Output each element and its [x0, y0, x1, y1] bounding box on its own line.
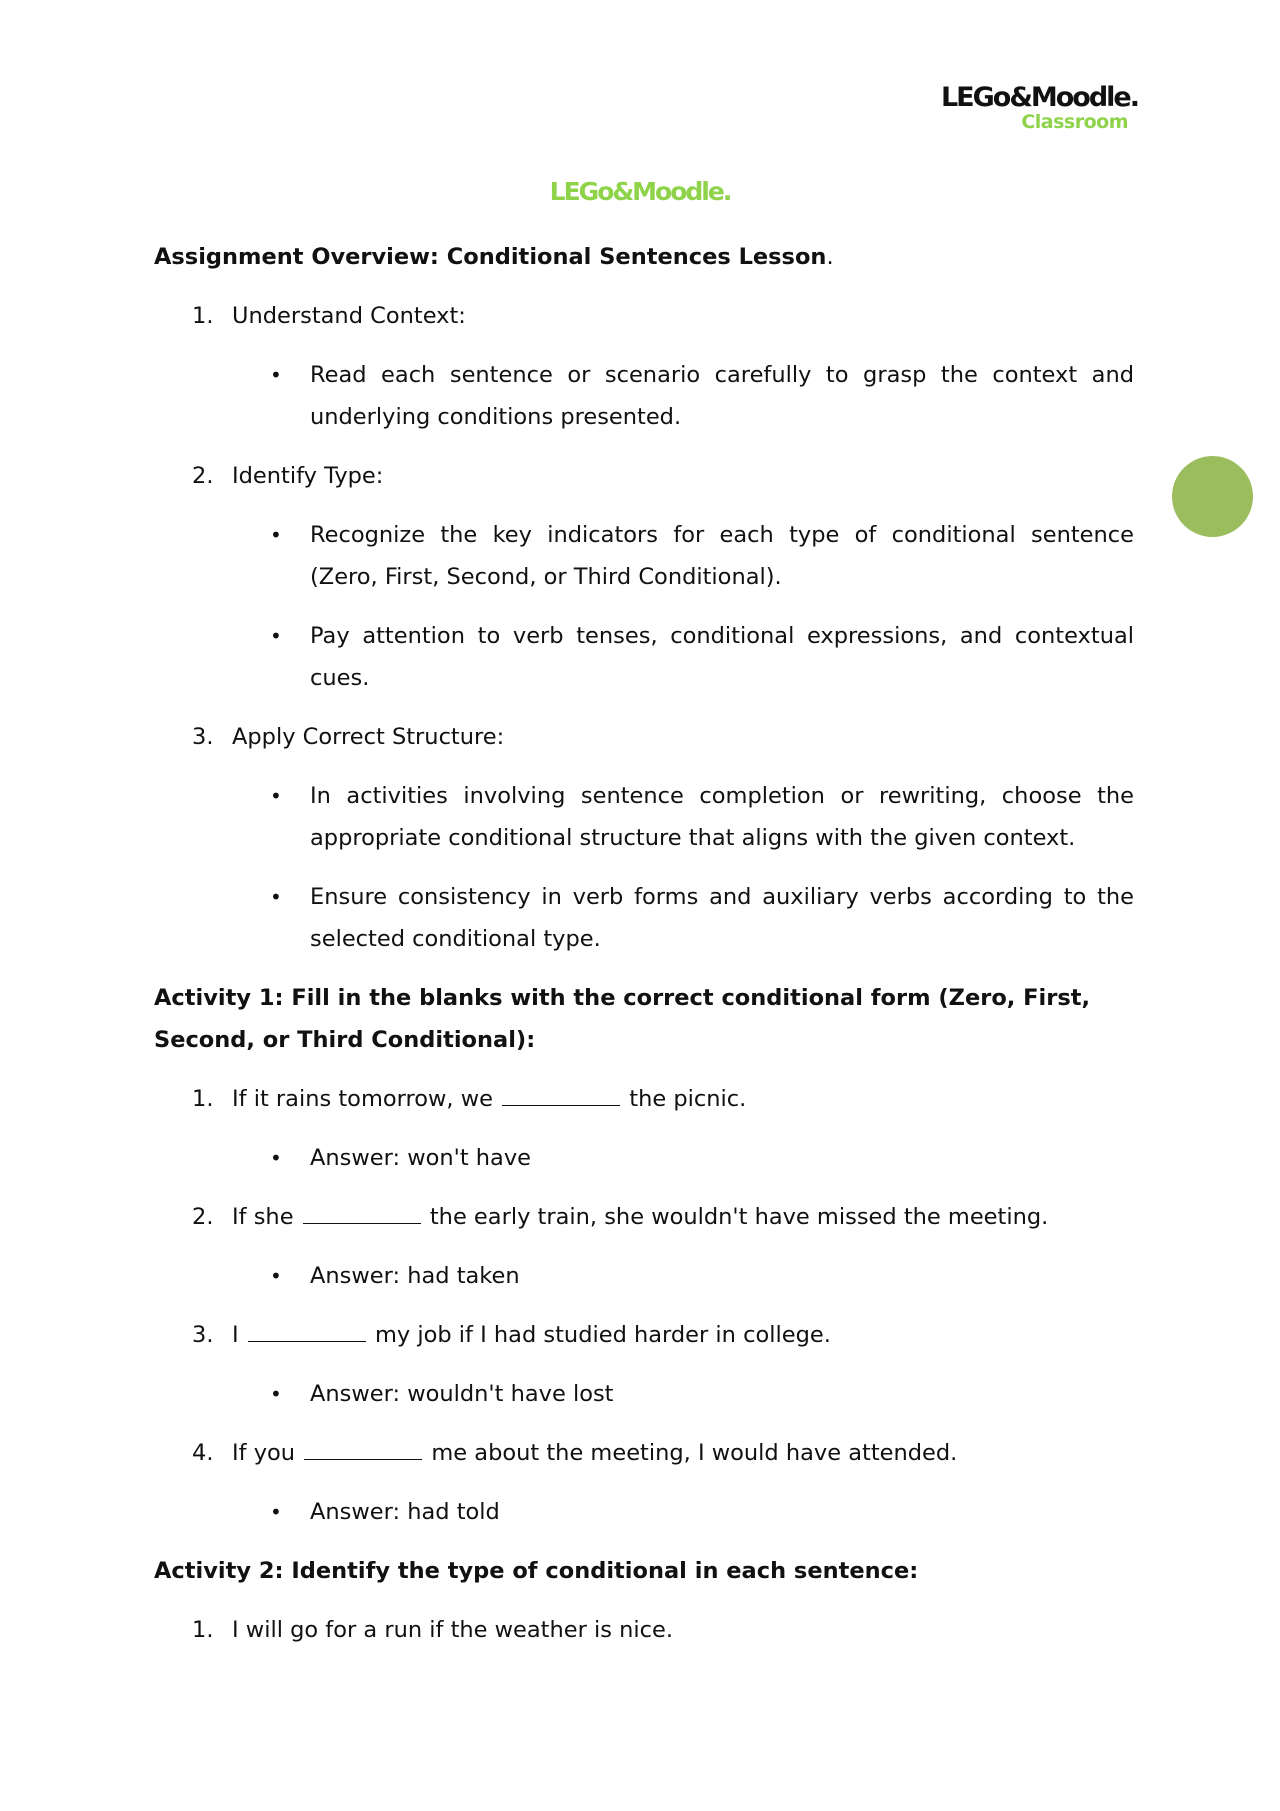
document-body	[154, 236, 1134, 1651]
center-logo-wordmark: LEGo&Moodle.	[549, 177, 731, 206]
answer-bullet: • Answer: wouldn't have lost	[154, 1373, 1134, 1415]
activity1-heading: Activity 1: Fill in the blanks with the correct conditional form (Zero, First, Second, or Third Conditional):	[154, 985, 1091, 1053]
answer-blank	[502, 1085, 620, 1106]
bullet-icon: •	[270, 363, 282, 387]
overview-step	[154, 455, 1134, 497]
center-logo	[0, 177, 1280, 206]
step-number: 3.	[192, 724, 214, 750]
fill-in-item: 2. If she the early train, she wouldn't have missed the meeting.	[154, 1196, 1134, 1238]
step-bullet: • In activities involving sentence completion or rewriting, choose the appropriate conditional structure that aligns with the given context.	[154, 775, 1134, 859]
fill-in-item: 1. If it rains tomorrow, we the picnic.	[154, 1078, 1134, 1120]
step-bullet: • Read each sentence or scenario carefully to grasp the context and underlying conditions presented.	[154, 354, 1134, 438]
overview-step	[154, 295, 1134, 337]
decorative-circle	[1172, 456, 1253, 537]
bullet-icon: •	[270, 1146, 282, 1170]
bullet-icon: •	[270, 624, 282, 648]
step-number: 2.	[192, 463, 214, 489]
bullet-icon: •	[270, 523, 282, 547]
item-number: 2.	[192, 1204, 214, 1230]
answer-bullet: • Answer: won't have	[154, 1137, 1134, 1179]
brand-logo	[918, 82, 1138, 133]
bullet-icon: •	[270, 885, 282, 909]
answer-blank	[303, 1203, 421, 1224]
bullet-icon: •	[270, 1264, 282, 1288]
bullet-icon: •	[270, 1500, 282, 1524]
brand-logo-subtitle: Classroom	[1021, 111, 1128, 133]
brand-logo-wordmark: LEGo&Moodle.	[940, 82, 1138, 113]
answer-blank	[248, 1321, 366, 1342]
bullet-icon: •	[270, 784, 282, 808]
step-bullet: • Ensure consistency in verb forms and auxiliary verbs according to the selected conditional type.	[154, 876, 1134, 960]
overview-heading: Assignment Overview: Conditional Sentences Lesson.	[154, 244, 834, 270]
item-number: 4.	[192, 1440, 214, 1466]
bullet-icon: •	[270, 1382, 282, 1406]
item-number: 1.	[192, 1086, 214, 1112]
item-number: 1.	[192, 1617, 214, 1643]
step-bullet: • Pay attention to verb tenses, conditional expressions, and contextual cues.	[154, 615, 1134, 699]
answer-bullet: • Answer: had taken	[154, 1255, 1134, 1297]
step-label: Identify Type:	[232, 463, 384, 489]
fill-in-item: 4. If you me about the meeting, I would have attended.	[154, 1432, 1134, 1474]
answer-blank	[304, 1439, 422, 1460]
overview-step	[154, 716, 1134, 758]
fill-in-item: 3. I my job if I had studied harder in college.	[154, 1314, 1134, 1356]
answer-bullet: • Answer: had told	[154, 1491, 1134, 1533]
identify-item: 1. I will go for a run if the weather is nice.	[154, 1609, 1134, 1651]
activity2-heading: Activity 2: Identify the type of conditional in each sentence:	[154, 1558, 919, 1584]
step-label: Understand Context:	[232, 303, 466, 329]
step-number: 1.	[192, 303, 214, 329]
step-bullet: • Recognize the key indicators for each type of conditional sentence (Zero, First, Second, or Third Conditional).	[154, 514, 1134, 598]
step-label: Apply Correct Structure:	[232, 724, 505, 750]
item-number: 3.	[192, 1322, 214, 1348]
